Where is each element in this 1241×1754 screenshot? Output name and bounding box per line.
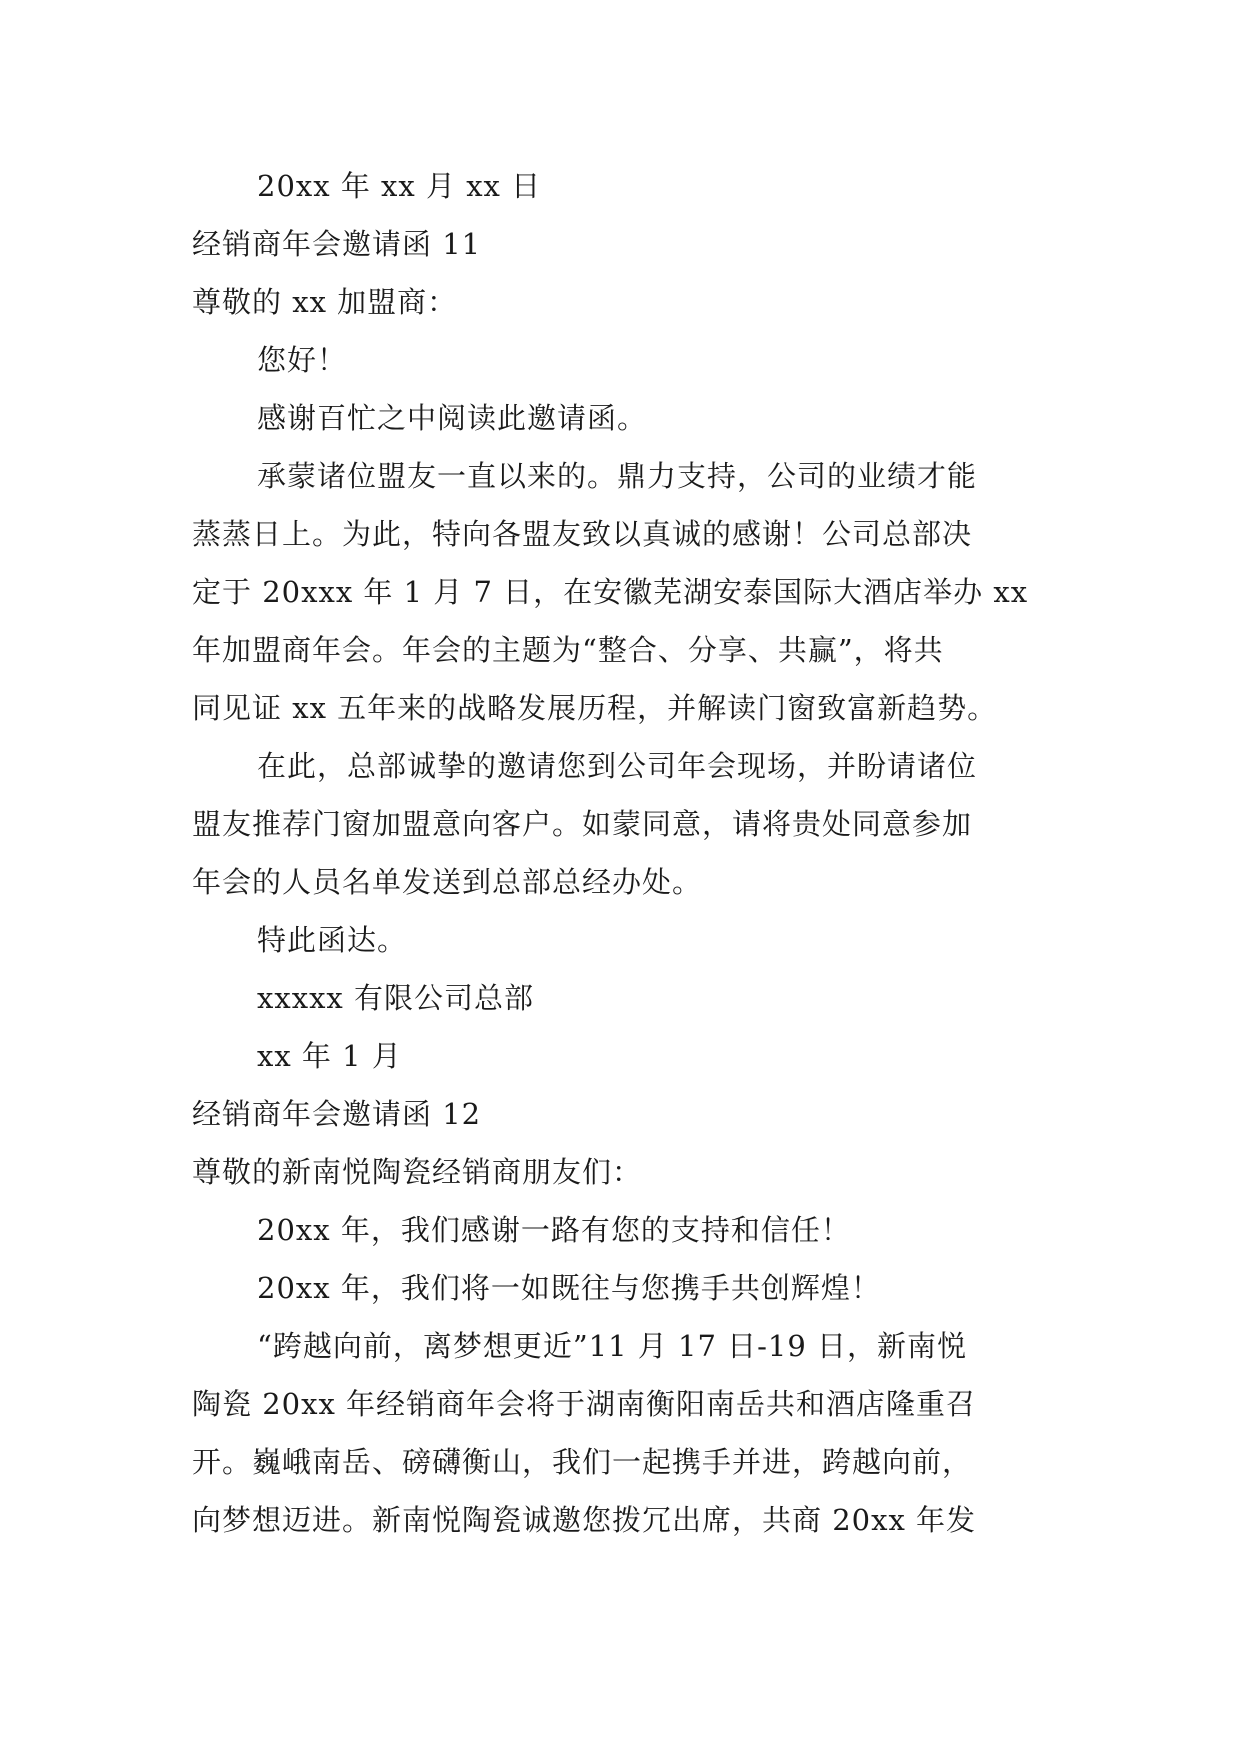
paragraph-line: 承蒙诸位盟友一直以来的。鼎力支持，公司的业绩才能 bbox=[257, 459, 978, 493]
section-title-12: 经销商年会邀请函 12 bbox=[192, 1097, 482, 1131]
paragraph-line: 陶瓷 20xx 年经销商年会将于湖南衡阳南岳共和酒店隆重召 bbox=[192, 1387, 977, 1421]
closing-line: 特此函达。 bbox=[257, 923, 408, 957]
greeting: 您好！ bbox=[257, 343, 348, 377]
paragraph-line: 年加盟商年会。年会的主题为“整合、分享、共赢”，将共 bbox=[192, 633, 944, 667]
salutation: 尊敬的 xx 加盟商： bbox=[192, 285, 458, 319]
paragraph-line: 定于 20xxx 年 1 月 7 日，在安徽芜湖安泰国际大酒店举办 xx bbox=[192, 575, 1029, 609]
paragraph-line: 20xx 年，我们感谢一路有您的支持和信任！ bbox=[257, 1213, 851, 1247]
paragraph-line: 盟友推荐门窗加盟意向客户。如蒙同意，请将贵处同意参加 bbox=[192, 807, 973, 841]
paragraph-line: 20xx 年，我们将一如既往与您携手共创辉煌！ bbox=[257, 1271, 881, 1305]
paragraph-line: 同见证 xx 五年来的战略发展历程，并解读门窗致富新趋势。 bbox=[192, 691, 998, 725]
date-line: 20xx 年 xx 月 xx 日 bbox=[257, 169, 542, 203]
paragraph-line: 向梦想迈进。新南悦陶瓷诚邀您拨冗出席，共商 20xx 年发 bbox=[192, 1503, 977, 1537]
paragraph-line: 开。巍峨南岳、磅礴衡山，我们一起携手并进，跨越向前， bbox=[192, 1445, 973, 1479]
paragraph-line: 蒸蒸日上。为此，特向各盟友致以真诚的感谢！公司总部决 bbox=[192, 517, 973, 551]
paragraph-line: “跨越向前，离梦想更近”11 月 17 日-19 日，新南悦 bbox=[257, 1329, 968, 1363]
paragraph-line: 感谢百忙之中阅读此邀请函。 bbox=[257, 401, 648, 435]
salutation: 尊敬的新南悦陶瓷经销商朋友们： bbox=[192, 1155, 643, 1189]
signature-date: xx 年 1 月 bbox=[257, 1039, 402, 1073]
signature-company: xxxxx 有限公司总部 bbox=[257, 981, 534, 1015]
paragraph-line: 在此，总部诚挚的邀请您到公司年会现场，并盼请诸位 bbox=[257, 749, 978, 783]
section-title-11: 经销商年会邀请函 11 bbox=[192, 227, 482, 261]
paragraph-line: 年会的人员名单发送到总部总经办处。 bbox=[192, 865, 703, 899]
